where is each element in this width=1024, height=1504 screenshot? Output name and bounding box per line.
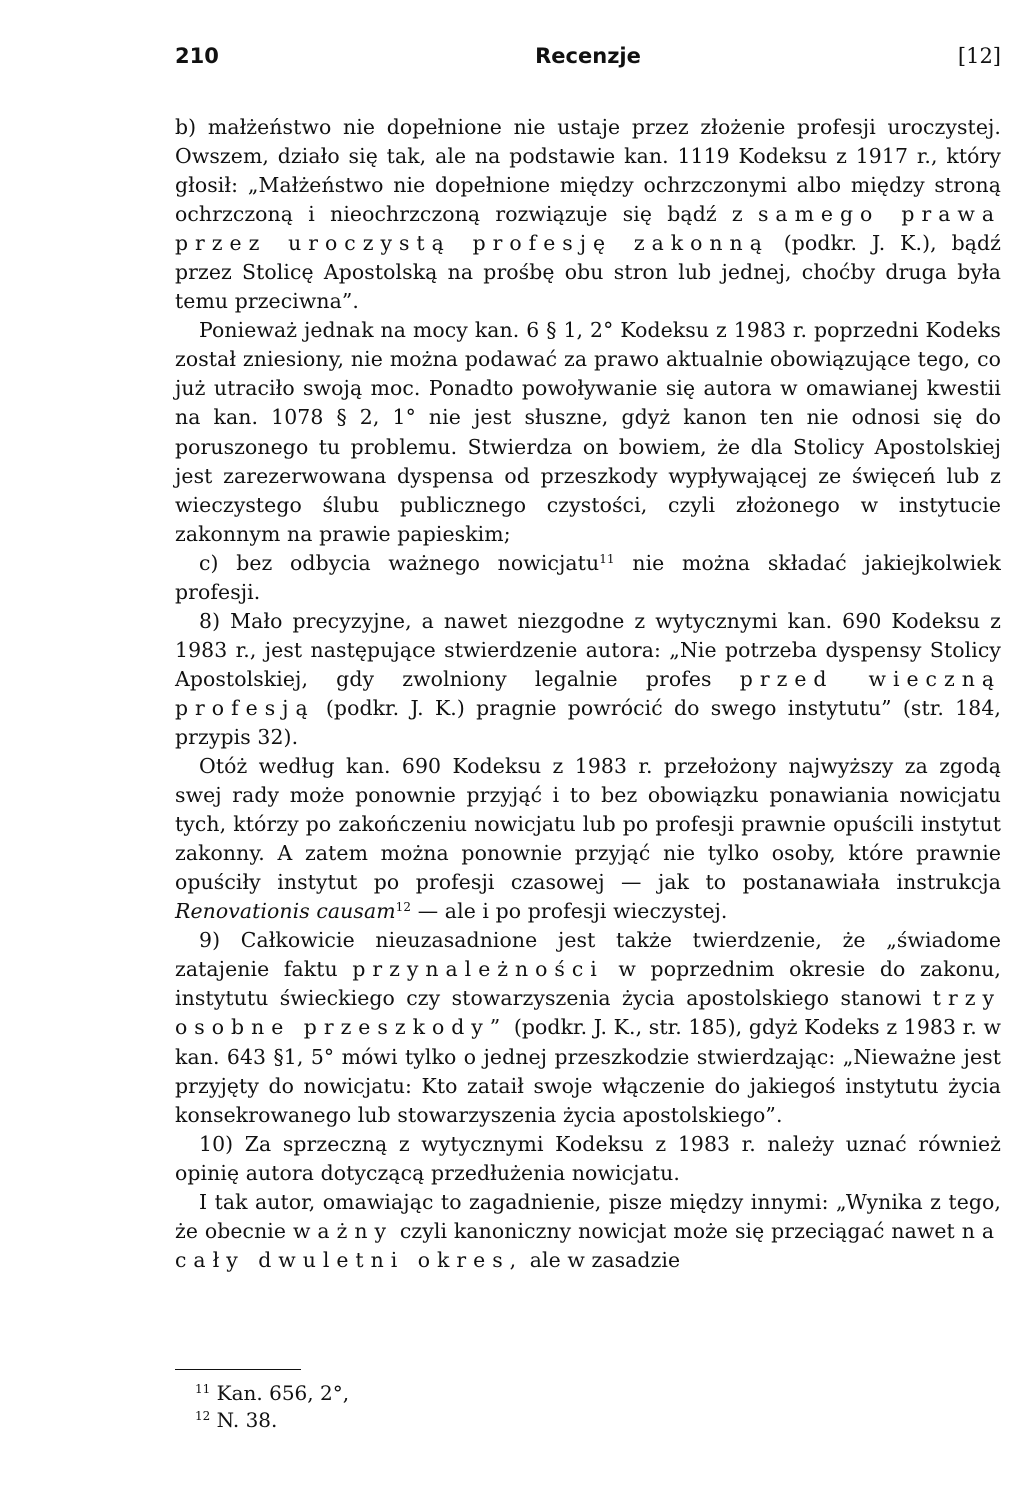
text-run: c) bez odbycia ważnego nowicjatu [199,550,600,575]
spaced-emphasis: na cały dwuletni okres, [175,1218,1001,1272]
text-run: nie można składać jakiejkolwiek profesji. [175,550,1001,604]
italic-title: Renovationis causam [175,899,396,924]
page-number: 210 [175,44,219,68]
main-text [175,113,1001,1275]
text-run: ale w zasadzie [529,1247,681,1272]
footnote-ref: 11 [599,551,615,566]
spaced-emphasis: trzy osobne przeszkody” [175,986,1001,1040]
footnote [195,1407,349,1434]
footnote-text: Kan. 656, 2°, [216,1381,350,1405]
spaced-emphasis: samego prawa przez uroczystą profesję zakonną [175,202,1001,256]
footnote-text: N. 38. [216,1408,278,1432]
paragraph-9 [175,926,1001,1129]
footnote-ref: 12 [395,900,412,915]
text-run: — ale i po profesji wieczystej. [411,899,728,924]
text-run: I tak autor, omawiając to zagadnienie, pisze między innymi: „Wynika z tego, że obecnie [175,1189,1001,1243]
paragraph [175,752,1001,926]
paragraph-8 [175,607,1001,752]
text-run: (podkr. J. K.), bądź przez Stolicę Apostolską na prośbę obu stron lub jednej, choćby druga była temu przeciwna”. [175,231,1002,314]
text-run: b) małżeństwo nie dopełnione nie ustaje przez złożenie profesji uroczystej. Owszem, działo się tak, ale na podstawie kan. 1119 Kodeksu z 1917 r., który głosił: „Małżeństwo nie dopełnione między ochrzczonymi albo między stroną ochrzczoną i nieochrzczoną rozwiązuje się bądź z [175,115,1001,227]
footnote-number: 11 [195,1382,211,1396]
paragraph: Ponieważ jednak na mocy kan. 6 § 1, 2° Kodeksu z 1983 r. poprzedni Kodeks został zniesiony, nie można podawać za prawo aktualnie obowiązujące tego, co już utraciło swoją moc. Ponadto powoływanie się autora w omawianej kwestii na kan. 1078 § 2, 1° nie jest słuszne, gdyż kanon ten nie odnosi się do poruszonego tu problemu. Stwierdza on bowiem, że dla Stolicy Apostolskiej jest zarezerwowana dyspensa od przeszkody wypływającej ze święceń lub z wieczystego ślubu publicznego czystości, czyli złożonego w instytucie zakonnym na prawie papieskim; [175,318,1001,546]
paragraph [175,1188,1001,1275]
paragraph-c [175,549,1001,607]
footnotes [195,1380,349,1434]
text-run: czyli kanoniczny nowicjat może się przeciągać nawet [399,1218,955,1243]
footnote [195,1380,349,1407]
text-run: Otóż według kan. 690 Kodeksu z 1983 r. przełożony najwyższy za zgodą swej rady może ponownie przyjąć i to bez obowiązku ponawiania nowicjatu tych, którzy po zakończeniu nowicjatu lub po profesji prawnie opuścili instytut zakonny. A zatem można ponownie przyjąć nie tylko osoby, które prawnie opuściły instytut po profesji czasowej — jak to postanawiała instrukcja [175,754,1001,895]
footnote-separator [175,1369,301,1370]
running-header [175,44,1001,78]
paragraph-10: 10) Za sprzeczną z wytycznymi Kodeksu z 1983 r. należy uznać również opinię autora dotyczącą przedłużenia nowicjatu. [175,1131,1001,1185]
paragraph-b [175,113,1001,316]
text-run: 8) Mało precyzyjne, a nawet niezgodne z wytycznymi kan. 690 Kodeksu z 1983 r., jest następujące stwierdzenie autora: „Nie potrzeba dyspensy Stolicy Apostolskiej, gdy zwolniony legalnie profes [175,608,1001,691]
footnote-number: 12 [195,1409,211,1423]
text-run: (podkr. J. K.) pragnie powrócić do swego instytutu” (str. 184, przypis 32). [175,695,1001,749]
spaced-emphasis: przed wieczną profesją [175,666,1001,720]
text-run: (podkr. J. K., str. 185), gdyż Kodeks z 1983 r. w kan. 643 §1, 5° mówi tylko o jednej przeszkodzie stwierdzając: „Nieważne jest przyjęty do nowicjatu: Kto zataił swoje włączenie do jakiegoś instytutu życia konsekrowanego lub stowarzyszenia życia apostolskiego”. [175,1015,1001,1127]
spaced-emphasis: przynależności [352,957,604,982]
sheet-number: [12] [957,44,1001,68]
text-run: 9) Całkowicie nieuzasadnione jest także twierdzenie, że „świadome zatajenie faktu [175,928,1001,982]
section-title: Recenzje [535,44,641,68]
spaced-emphasis: ważny [292,1218,393,1243]
text-run: w poprzednim okresie do zakonu, instytutu świeckiego czy stowarzyszenia życia apostolskiego stanowi [175,957,1001,1011]
